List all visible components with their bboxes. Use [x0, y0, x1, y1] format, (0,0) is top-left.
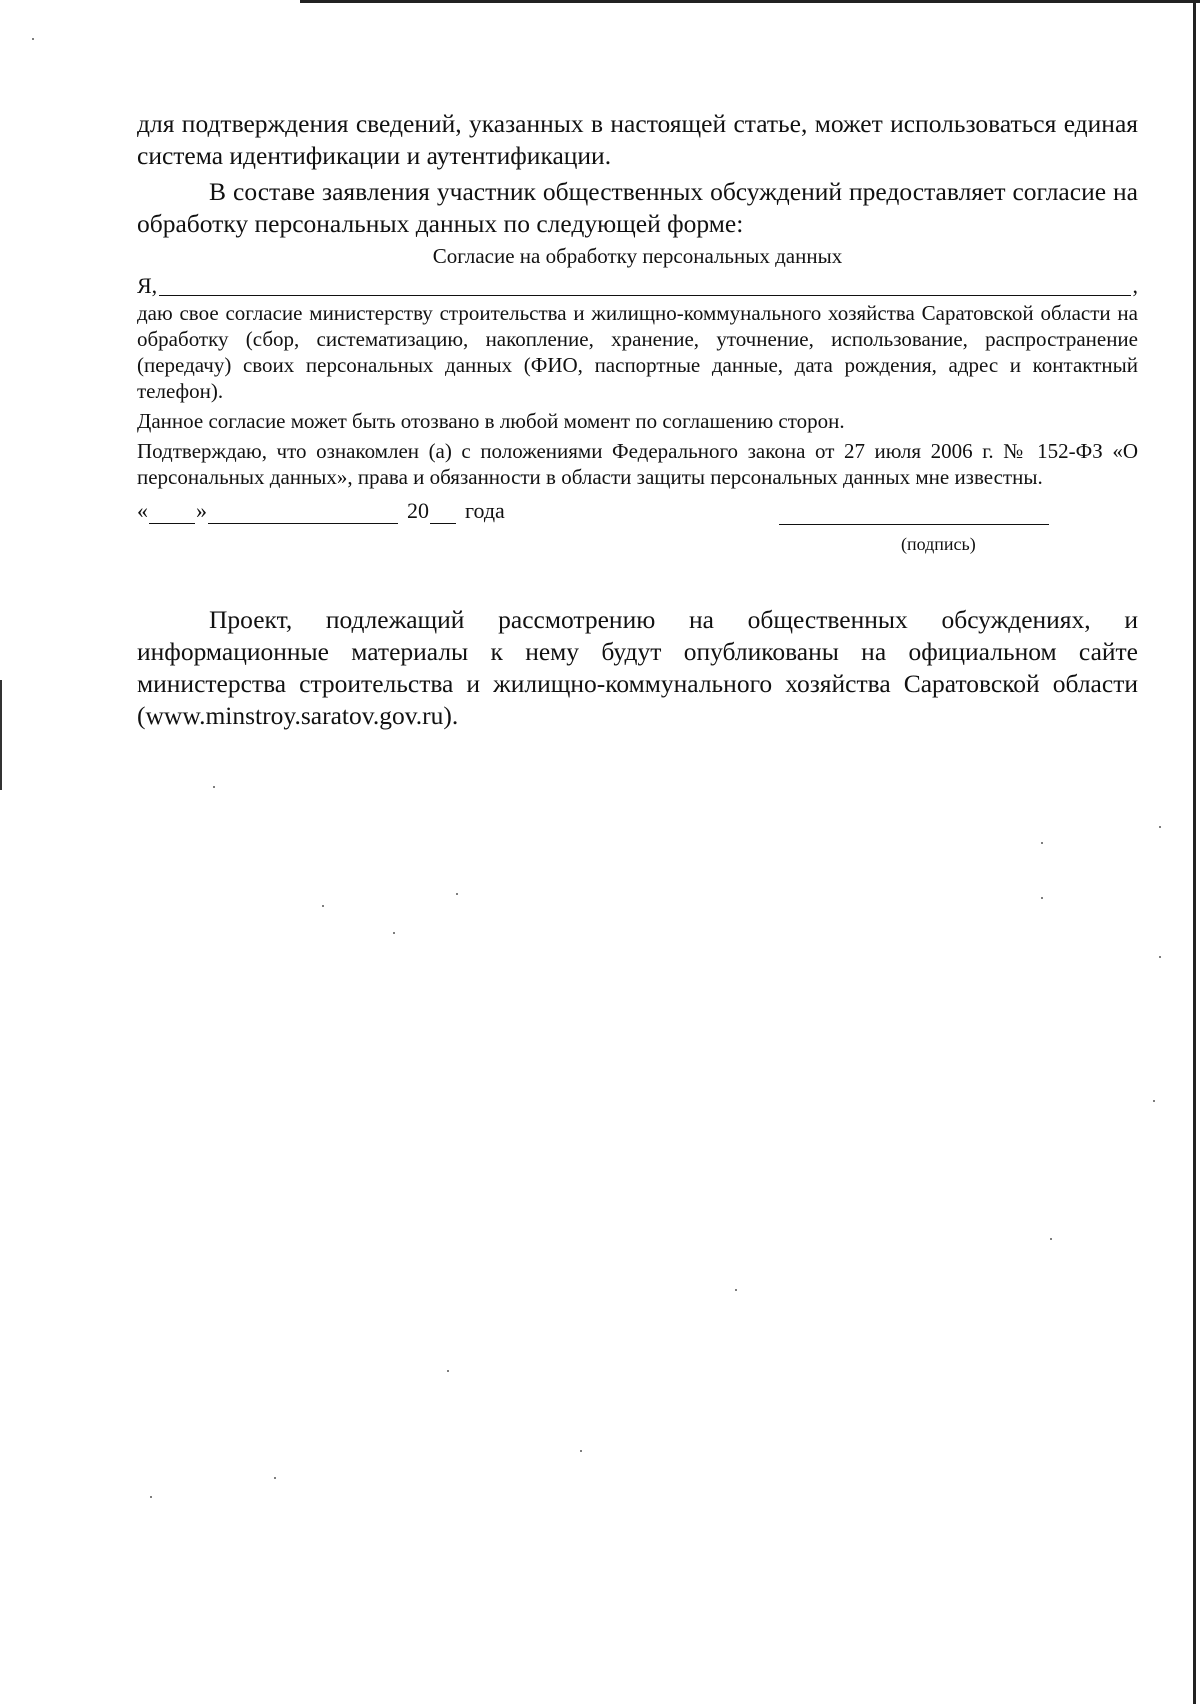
date-day-blank[interactable]: [149, 501, 195, 524]
scan-speck: [580, 1450, 582, 1452]
scan-speck: [1041, 842, 1043, 844]
scan-speck: [447, 1370, 449, 1372]
date-year-prefix: 20: [407, 498, 429, 523]
consent-form-title: Согласие на обработку персональных данных: [432, 244, 843, 268]
scan-speck: [213, 786, 215, 788]
consent-confirmation-text: Подтверждаю, что ознакомлен (а) с положениями Федерального закона от 27 июля 2006 г. № 152-ФЗ «О персональных данных», права и обязанности в области защиты персональных данных мне известны.: [137, 439, 1138, 489]
consent-name-suffix: ,: [1132, 273, 1138, 298]
paragraph-publication: Проект, подлежащий рассмотрению на общественных обсуждениях, и информационные материалы к нему будут опубликованы на официальном сайте министерства строительства и жилищно-коммунального хозяйства Саратовской области (www.minstroy.saratov.gov.ru).: [137, 605, 1138, 730]
scan-speck: [456, 893, 458, 895]
date-field: [137, 498, 505, 524]
scan-speck: [32, 38, 34, 40]
scan-speck: [322, 905, 324, 907]
scan-speck: [1153, 1100, 1155, 1102]
scan-speck: [1159, 826, 1161, 828]
scan-border-top: [300, 0, 1200, 3]
signature-blank[interactable]: [779, 524, 1049, 525]
consent-name-prefix: Я,: [137, 273, 158, 298]
date-month-blank[interactable]: [208, 501, 398, 524]
date-year-word: года: [465, 498, 505, 523]
scan-speck: [150, 1496, 152, 1498]
date-year-blank[interactable]: [430, 501, 456, 524]
consent-name-line: [137, 272, 1138, 300]
date-open-quote: «: [137, 498, 148, 523]
date-signature-row: [137, 498, 1138, 566]
paragraph-identification: для подтверждения сведений, указанных в настоящей статье, может использоваться единая система идентификации и аутентификации.: [137, 109, 1138, 170]
scan-speck: [735, 1289, 737, 1291]
document-body: [137, 108, 1138, 732]
consent-name-blank[interactable]: [159, 275, 1130, 296]
scan-speck: [274, 1477, 276, 1479]
scan-border-left: [0, 680, 2, 790]
consent-body-text: даю свое согласие министерству строительства и жилищно-коммунального хозяйства Саратовской области на обработку (сбор, систематизацию, накопление, хранение, уточнение, использование, распространение (передачу) своих персональных данных (ФИО, паспортные данные, дата рождения, адрес и контактный телефон).: [137, 301, 1138, 403]
scan-speck: [393, 932, 395, 934]
scan-border-right: [1193, 0, 1196, 1704]
paragraph-consent-intro: В составе заявления участник общественных обсуждений предоставляет согласие на обработку персональных данных по следующей форме:: [137, 177, 1138, 238]
consent-revocation-text: Данное согласие может быть отозвано в любой момент по соглашению сторон.: [137, 409, 845, 433]
scan-speck: [1041, 897, 1043, 899]
scan-speck: [1159, 956, 1161, 958]
date-close-quote: »: [196, 498, 207, 523]
scan-speck: [1050, 1238, 1052, 1240]
signature-label: (подпись): [901, 534, 976, 554]
